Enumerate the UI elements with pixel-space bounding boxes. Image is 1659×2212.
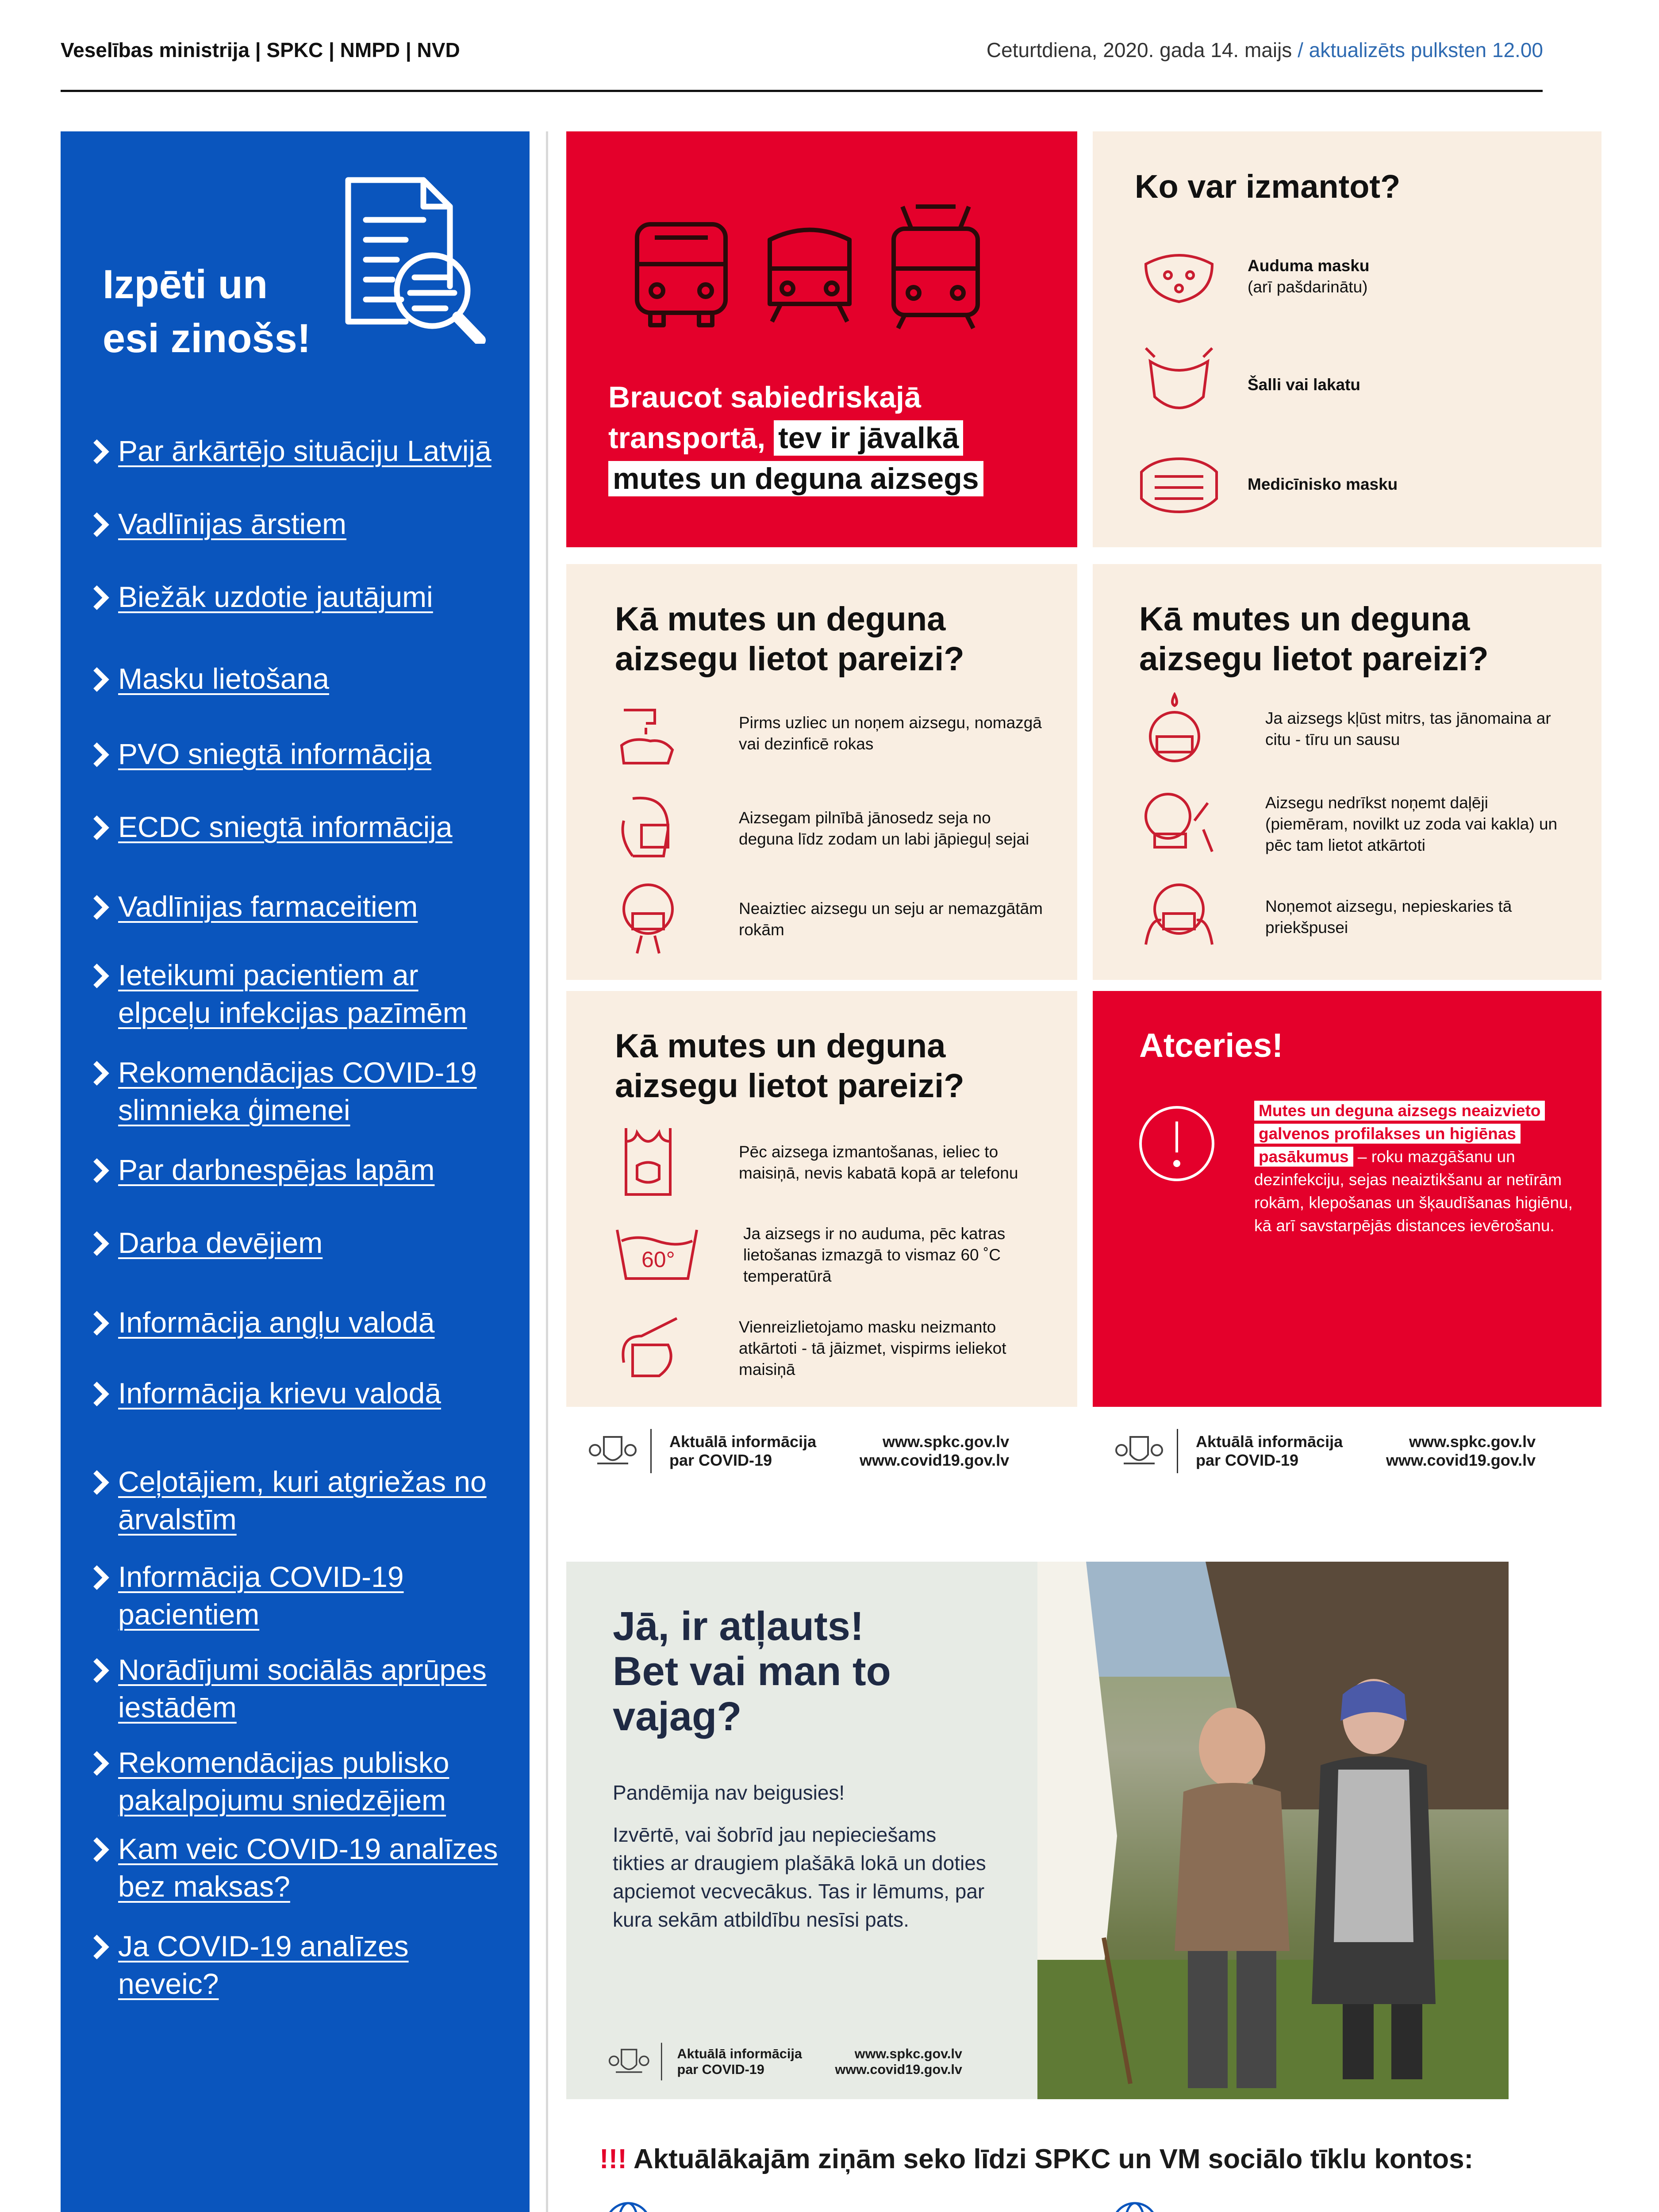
footer-divider — [650, 1429, 652, 1473]
sidebar-link-family[interactable] — [92, 1054, 507, 1129]
chevron-right-icon — [92, 956, 118, 989]
howto-item — [615, 790, 1048, 867]
chevron-right-icon — [92, 660, 118, 693]
use-item-sub: (arī pašdarinātu) — [1248, 277, 1368, 296]
howto-item — [615, 878, 1048, 960]
poster-footer-right — [1115, 1425, 1536, 1478]
sidebar-link-label[interactable]: Rekomendācijas publisko pakalpojumu sniedzējiem — [118, 1746, 449, 1816]
updated-text: / aktualizēts pulksten 12.00 — [1292, 38, 1543, 61]
use-item-label: Auduma masku — [1248, 256, 1370, 275]
footer-url-covid19[interactable]: www.covid19.gov.lv — [835, 2062, 962, 2077]
globe-icon — [604, 2201, 653, 2212]
remember-poster — [1093, 991, 1601, 1407]
use-item-scarf — [1137, 344, 1360, 426]
use-item-label: Medicīnisko masku — [1248, 475, 1398, 493]
howto-item — [615, 1310, 1048, 1387]
medical-mask-icon — [1137, 450, 1221, 518]
remember-highlight-3: pasākumus — [1254, 1147, 1353, 1167]
coat-of-arms-icon — [608, 2044, 650, 2080]
sidebar-link-doctors[interactable] — [92, 505, 507, 543]
howto-poster-1 — [566, 564, 1077, 980]
poster-footer-left — [588, 1425, 1009, 1478]
footer-line1: Aktuālā informācija — [669, 1432, 817, 1451]
chevron-right-icon — [92, 578, 118, 611]
transport-poster — [566, 131, 1077, 547]
exclamation-icon — [1137, 1104, 1217, 1186]
sidebar-link-masks[interactable] — [92, 660, 507, 698]
allowed-poster — [566, 1562, 1037, 2099]
no-touch-face-icon — [615, 878, 681, 960]
remember-title: Atceries! — [1139, 1027, 1283, 1064]
howto-poster-2 — [1093, 564, 1601, 980]
remove-mask-icon — [1141, 878, 1217, 956]
howto-title: Kā mutes un deguna aizsegu lietot pareizi? — [615, 1027, 964, 1105]
chevron-right-icon — [92, 1054, 118, 1087]
footer-line2: par COVID-19 — [669, 1451, 772, 1469]
sidebar-link-label[interactable]: Biežāk uzdotie jautājumi — [118, 580, 433, 613]
sidebar-link-travellers[interactable] — [92, 1463, 507, 1538]
scarf-icon — [1137, 344, 1221, 426]
howto-text: Ja aizsegs ir no auduma, pēc katras lietošanas izmazgā to vismaz 60 ˚C temperatūrā — [743, 1225, 1006, 1285]
remember-highlight-2: galvenos profilakses un higiēnas — [1254, 1124, 1521, 1144]
footer-line1: Aktuālā informācija — [1196, 1432, 1343, 1451]
header-divider — [61, 90, 1543, 92]
sidebar-link-label[interactable]: Informācija krievu valodā — [118, 1377, 441, 1409]
chevron-right-icon — [92, 1151, 118, 1184]
chevron-right-icon — [92, 735, 118, 768]
howto-text: Neaiztiec aizsegu un seju ar nemazgātām rokām — [739, 899, 1043, 939]
footer-divider — [661, 2043, 662, 2081]
elderly-couple-photo — [1037, 1562, 1509, 2099]
coat-of-arms-icon — [1115, 1430, 1164, 1472]
howto-item — [615, 1223, 1053, 1287]
globe-icon — [1110, 2201, 1159, 2212]
sidebar-link-social-care[interactable] — [92, 1651, 507, 1726]
sidebar-link-label[interactable]: Ceļotājiem, kuri atgriežas no ārvalstīm — [118, 1465, 487, 1536]
what-to-use-title: Ko var izmantot? — [1135, 168, 1401, 205]
howto-item — [1141, 692, 1575, 765]
transport-line-1: Braucot sabiedriskajā — [608, 380, 921, 414]
remember-rest: – roku mazgāšanu un dezinfekciju, sejas neaiztikšanu ar netīrām rokām, klepošanas un šķaudīšanas higiēnu, kā arī savstarpējās distances ievērošanu. — [1254, 1148, 1573, 1235]
column-divider — [546, 131, 548, 2212]
sidebar-link-label[interactable]: Vadlīnijas ārstiem — [118, 507, 346, 540]
footer-url-covid19[interactable]: www.covid19.gov.lv — [860, 1451, 1010, 1469]
chevron-right-icon — [92, 808, 118, 841]
allowed-title-3: vajag? — [613, 1694, 742, 1739]
transport-line-2a: transportā, — [608, 421, 766, 455]
sidebar-link-ecdc[interactable] — [92, 808, 507, 846]
remember-text — [1254, 1099, 1577, 1237]
footer-url-spkc[interactable]: www.spkc.gov.lv — [1409, 1432, 1536, 1451]
chevron-right-icon — [92, 1463, 118, 1496]
sidebar-link-label[interactable]: Rekomendācijas COVID-19 slimnieka ģimenei — [118, 1056, 477, 1126]
transport-line-2b: tev ir jāvalkā — [774, 420, 963, 456]
sidebar-link-who[interactable] — [92, 735, 507, 773]
footer-divider — [1177, 1429, 1178, 1473]
chevron-right-icon — [92, 1558, 118, 1591]
remember-highlight-1: Mutes un deguna aizsegs neaizvieto — [1254, 1101, 1545, 1121]
chevron-right-icon — [92, 1304, 118, 1336]
howto-text: Ja aizsegs kļūst mitrs, tas jānomaina ar citu - tīru un sausu — [1265, 709, 1551, 749]
howto-text: Pirms uzliec un noņem aizsegu, nomazgā vai dezinficē rokas — [739, 713, 1042, 753]
allowed-lead: Pandēmija nav beigusies! — [613, 1781, 845, 1804]
cloth-mask-icon — [1137, 244, 1221, 308]
sidebar-link-label[interactable]: Ja COVID-19 analīzes neveic? — [118, 1930, 409, 2000]
chevron-right-icon — [92, 1830, 118, 1863]
sidebar-link-russian[interactable] — [92, 1375, 507, 1412]
sidebar-link-label[interactable]: Par ārkārtējo situāciju Latvijā — [118, 434, 492, 467]
header-date — [987, 38, 1543, 62]
use-item-medical — [1137, 450, 1398, 518]
sidebar-link-free-tests[interactable] — [92, 1830, 507, 1905]
chevron-right-icon — [92, 1744, 118, 1777]
sidebar-link-no-tests[interactable] — [92, 1928, 507, 2003]
howto-text: Vienreizlietojamo masku neizmanto atkārtoti - tā jāizmet, vispirms ieliekot maisiņā — [739, 1317, 1006, 1379]
vm-social — [1110, 2201, 1494, 2212]
use-item-cloth — [1137, 244, 1370, 308]
allowed-title-2: Bet vai man to — [613, 1649, 891, 1694]
dispose-mask-icon — [615, 1310, 690, 1387]
sidebar-link-label[interactable]: Norādījumi sociālās aprūpes iestādēm — [118, 1653, 487, 1724]
sidebar-link-label[interactable]: Par darbnespējas lapām — [118, 1153, 435, 1186]
allowed-body: Izvērtē, vai šobrīd jau nepieciešams tikties ar draugiem plašākā lokā un doties apciemot vecvecākus. Tas ir lēmums, par kura sekām atbildību nesīsi pats. — [613, 1823, 986, 1931]
sidebar-link-pharmacists[interactable] — [92, 888, 507, 926]
sidebar — [61, 131, 530, 2212]
sidebar-link-sick-leave[interactable] — [92, 1151, 507, 1189]
sidebar-link-label[interactable]: Masku lietošana — [118, 662, 329, 695]
sidebar-link-faq[interactable] — [92, 578, 507, 616]
footer-url-spkc[interactable]: www.spkc.gov.lv — [854, 2046, 962, 2062]
chevron-right-icon — [92, 1651, 118, 1684]
face-mask-fit-icon — [615, 790, 681, 867]
use-item-label: Šalli vai lakatu — [1248, 375, 1361, 394]
sidebar-link-public-services[interactable] — [92, 1744, 507, 1819]
howto-text: Noņemot aizsegu, nepieskaries tā priekšpusei — [1265, 897, 1512, 937]
sidebar-link-label[interactable]: Informācija angļu valodā — [118, 1306, 435, 1339]
sidebar-title: Izpēti un esi zinošs! — [103, 262, 311, 361]
what-to-use-poster — [1093, 131, 1601, 547]
wash-60-icon — [615, 1225, 699, 1285]
howto-item — [1141, 785, 1575, 863]
mask-chin-icon — [1141, 785, 1217, 863]
wash-temperature: 60° — [641, 1247, 675, 1272]
chevron-right-icon — [92, 1928, 118, 1960]
hand-washing-icon — [615, 697, 681, 770]
allowed-title-1: Jā, ir atļauts! — [613, 1604, 864, 1649]
chevron-right-icon — [92, 1224, 118, 1257]
chevron-right-icon — [92, 1375, 118, 1407]
howto-item — [615, 697, 1048, 770]
coat-of-arms-icon — [588, 1430, 637, 1472]
footer-line2: par COVID-19 — [677, 2062, 764, 2077]
howto-text: Aizsegam pilnībā jānosedz seja no deguna līdz zodam un labi jāpieguļ sejai — [739, 808, 1029, 848]
sidebar-link-label[interactable]: PVO sniegtā informācija — [118, 737, 431, 770]
sidebar-link-covid-patients[interactable] — [92, 1558, 507, 1633]
footer-line2: par COVID-19 — [1196, 1451, 1299, 1469]
chevron-right-icon — [92, 505, 118, 538]
sidebar-link-label[interactable]: Darba devējiem — [118, 1226, 323, 1259]
spkc-social — [604, 2201, 1024, 2212]
footer-url-spkc[interactable]: www.spkc.gov.lv — [883, 1432, 1010, 1451]
bag-icon — [615, 1124, 681, 1201]
howto-title: Kā mutes un deguna aizsegu lietot pareizi? — [1139, 600, 1489, 678]
howto-poster-3 — [566, 991, 1077, 1407]
header-organizations: Veselības ministrija | SPKC | NMPD | NVD — [61, 38, 460, 61]
sidebar-link-english[interactable] — [92, 1304, 507, 1341]
howto-text: Pēc aizsega izmantošanas, ieliec to maisiņā, nevis kabatā kopā ar telefonu — [739, 1142, 1018, 1182]
sidebar-link-employers[interactable] — [92, 1224, 507, 1262]
date-text: Ceturtdiena, 2020. gada 14. maijs — [986, 38, 1292, 61]
sidebar-link-label[interactable]: ECDC sniegtā informācija — [118, 810, 453, 843]
bus-train-tram-icon — [628, 198, 995, 333]
howto-text: Aizsegu nedrīkst noņemt daļēji (piemēram, novilkt uz zoda vai kakla) un pēc tam lietot atkārtoti — [1265, 793, 1558, 854]
exclaim-marks: !!! — [599, 2144, 627, 2174]
chevron-right-icon — [92, 888, 118, 921]
wet-mask-icon — [1141, 692, 1208, 765]
social-heading — [599, 2143, 1473, 2175]
sidebar-link-label[interactable]: Ieteikumi pacientiem ar elpceļu infekcijas pazīmēm — [118, 959, 467, 1029]
sidebar-link-label[interactable]: Kam veic COVID-19 analīzes bez maksas? — [118, 1832, 498, 1903]
sidebar-link-emergency[interactable] — [92, 432, 507, 470]
sidebar-link-patients-symptoms[interactable] — [92, 956, 507, 1032]
social-heading-text: Aktuālākajām ziņām seko līdzi SPKC un VM sociālo tīklu kontos: — [626, 2144, 1474, 2174]
document-search-icon — [339, 171, 490, 346]
howto-item — [1141, 878, 1575, 956]
poster-footer-photo — [608, 2039, 962, 2084]
transport-line-3: mutes un deguna aizsegs — [608, 461, 983, 496]
footer-url-covid19[interactable]: www.covid19.gov.lv — [1386, 1451, 1536, 1469]
howto-item — [615, 1124, 1048, 1201]
sidebar-link-label[interactable]: Informācija COVID-19 pacientiem — [118, 1560, 404, 1631]
chevron-right-icon — [92, 432, 118, 465]
howto-title: Kā mutes un deguna aizsegu lietot pareizi? — [615, 600, 964, 678]
sidebar-link-label[interactable]: Vadlīnijas farmaceitiem — [118, 890, 418, 923]
footer-line1: Aktuālā informācija — [677, 2046, 802, 2062]
